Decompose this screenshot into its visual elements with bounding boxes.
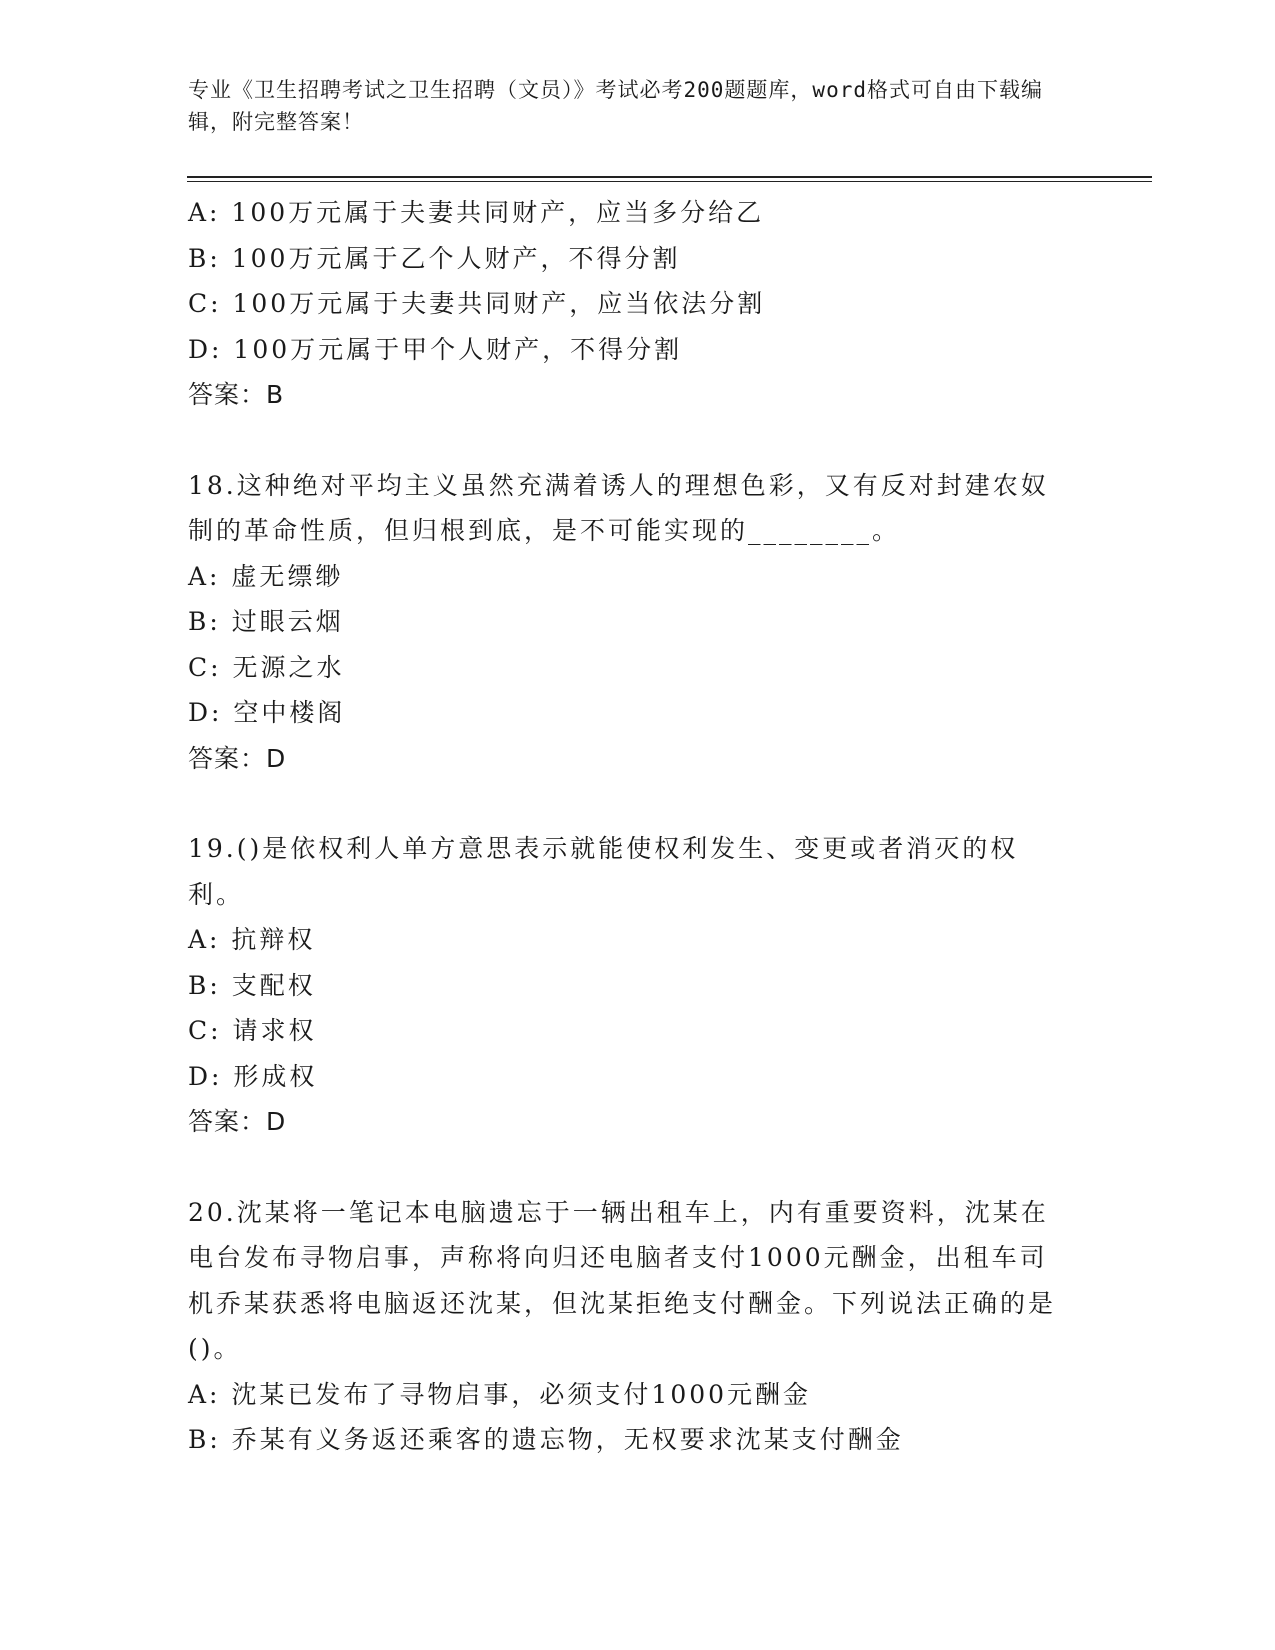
question-list — [188, 190, 1088, 1463]
answer: 答案：B — [188, 380, 285, 409]
question-stem: 20.沈某将一笔记本电脑遗忘于一辆出租车上，内有重要资料，沈某在电台发布寻物启事，声称将向归还电脑者支付1000元酬金，出租车司机乔某获悉将电脑返还沈某，但沈某拒绝支付酬金。下列说法正确的是()。 — [188, 1197, 1057, 1363]
option-c: C: 无源之水 — [188, 652, 345, 682]
question-19 — [188, 826, 1088, 1145]
option-d: D: 形成权 — [188, 1061, 318, 1091]
option-a: A: 虚无缥缈 — [188, 561, 344, 591]
header-divider-thick — [187, 176, 1152, 178]
option-a: A: 沈某已发布了寻物启事，必须支付1000元酬金 — [188, 1379, 812, 1409]
option-a: A: 100万元属于夫妻共同财产，应当多分给乙 — [188, 198, 765, 227]
question-stem: 18.这种绝对平均主义虽然充满着诱人的理想色彩，又有反对封建农奴制的革命性质，但归根到底，是不可能实现的________。 — [188, 470, 1049, 545]
option-c: C: 100万元属于夫妻共同财产，应当依法分割 — [188, 289, 766, 318]
option-c: C: 请求权 — [188, 1016, 317, 1045]
question-17 — [188, 190, 1088, 418]
question-18 — [188, 463, 1088, 782]
option-b: B: 支配权 — [188, 970, 316, 1000]
option-b: B: 过眼云烟 — [188, 607, 344, 636]
option-d: D: 100万元属于甲个人财产，不得分割 — [188, 334, 683, 364]
header-note: 专业《卫生招聘考试之卫生招聘（文员）》考试必考200题题库，word格式可自由下载编辑，附完整答案！ — [188, 78, 1043, 134]
option-d: D: 空中楼阁 — [188, 698, 346, 727]
question-stem: 19.()是依权利人单方意思表示就能使权利发生、变更或者消灭的权利。 — [188, 834, 1019, 909]
header-divider-thin — [187, 181, 1152, 182]
answer: 答案：D — [188, 743, 287, 773]
option-b: B: 乔某有义务返还乘客的遗忘物，无权要求沈某支付酬金 — [188, 1425, 904, 1454]
option-b: B: 100万元属于乙个人财产，不得分割 — [188, 243, 681, 273]
option-a: A: 抗辩权 — [188, 925, 316, 954]
question-20 — [188, 1190, 1088, 1463]
answer: 答案：D — [188, 1107, 287, 1136]
